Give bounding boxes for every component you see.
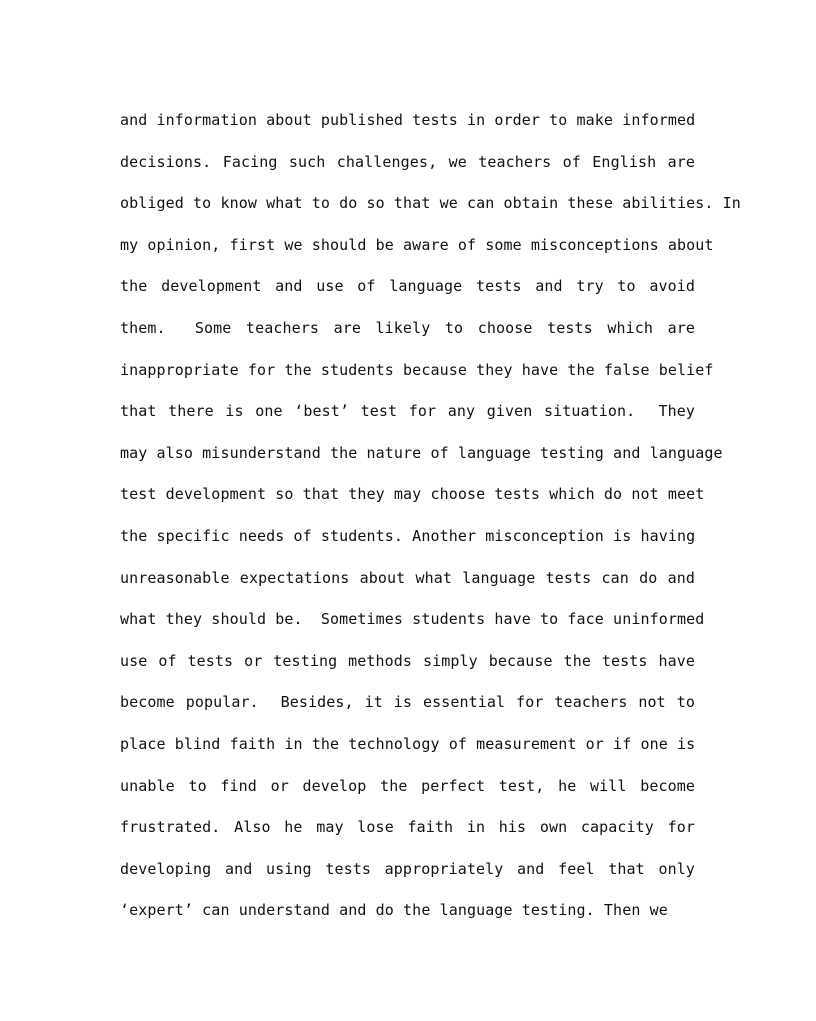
text-line: inappropriate for the students because they have the false belief [120, 360, 714, 379]
text-line: place blind faith in the technology of measurement or if one is [120, 734, 696, 753]
text-line: that there is one ‘best’ test for any given situation. They [120, 402, 695, 421]
text-line: use of tests or testing methods simply because the tests have [120, 651, 695, 670]
text-line: decisions. Facing such challenges, we teachers of English are [120, 152, 695, 171]
text-line: and information about published tests in order to make informed [120, 111, 696, 129]
text-line: may also misunderstand the nature of language testing and language [120, 443, 723, 462]
text-line: what they should be. Sometimes students have to face uninformed [120, 610, 705, 629]
text-line: my opinion, first we should be aware of some misconceptions about [120, 235, 714, 254]
text-line: become popular. Besides, it is essential for teachers not to [120, 693, 695, 712]
text-line: frustrated. Also he may lose faith in his own capacity for [120, 818, 695, 837]
text-line: obliged to know what to do so that we can obtain these abilities. In [120, 194, 741, 213]
text-line: the specific needs of students. Another misconception is having [120, 526, 696, 545]
body-paragraph [120, 107, 741, 939]
text-line: developing and using tests appropriately and feel that only [120, 859, 695, 878]
text-line: unreasonable expectations about what language tests can do and [120, 568, 695, 587]
text-line: the development and use of language tests and try to avoid [120, 277, 695, 296]
text-line: test development so that they may choose tests which do not meet [120, 485, 705, 504]
text-line: them. Some teachers are likely to choose tests which are [120, 318, 695, 337]
text-line: ‘expert’ can understand and do the language testing. Then we [120, 901, 668, 920]
text-line: unable to find or develop the perfect test, he will become [120, 776, 695, 795]
